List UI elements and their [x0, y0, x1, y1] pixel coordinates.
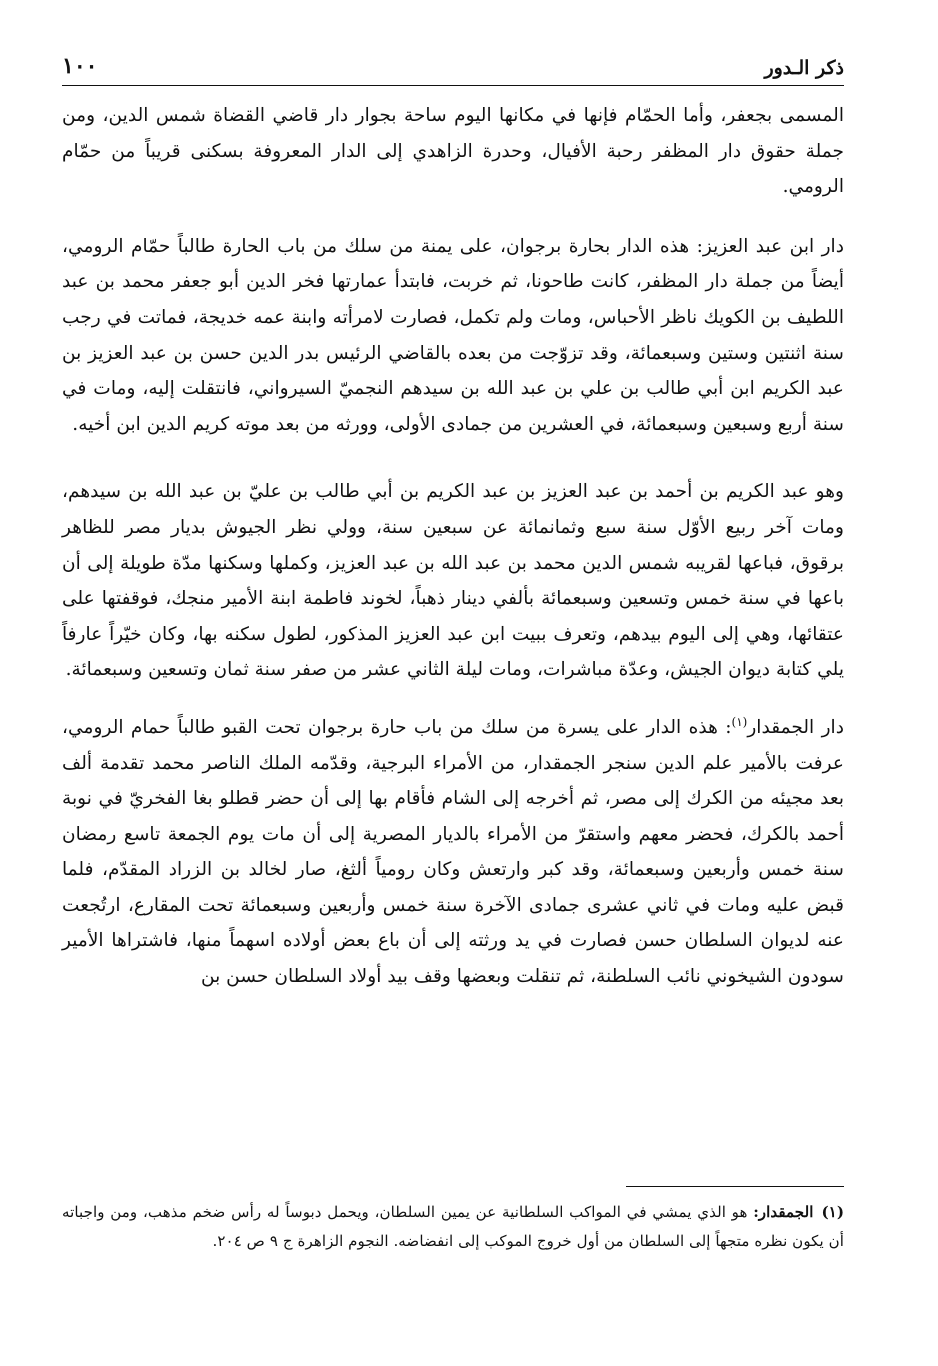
paragraph-4-text: : هذه الدار على يسرة من سلك من باب حارة برجوان تحت القبو طالباً حمام الرومي، عرفت بالأمير علم الدين سنجر الجمقدار، من الأمراء البرجية، وقدّمه الملك الناصر محمد تقدمة ألف بعد مجيئه من الكرك إلى مصر، ثم أخرجه إلى الشام فأقام بها إلى أن حضر قطلو بغا الفخريّ في نوبة أحمد بالكرك، فحضر معهم واستقرّ من الأمراء بالديار المصرية إلى أن مات يوم الجمعة تاسع رمضان سنة خمس وأربعين وسبعمائة، وقد كبر وارتعش وكان رومياً ألثغ، صار لخالد بن الزراد المقدّم، فلما قبض عليه ومات في ثاني عشرى جمادى الآخرة سنة خمس وأربعين وسبعمائة تحت المقارع، ارتُجعت عنه لديوان السلطان حسن فصارت في يد ورثته إلى أن باع بعض أولاده اسهماً منها، فاشتراها الأمير سودون الشيخوني نائب السلطنة، ثم تنقلت وبعضها وقف بيد أولاد السلطان حسن بن	[62, 716, 844, 988]
section-title: ذكر الـدور	[764, 57, 844, 79]
book-page	[62, 46, 844, 1326]
footnote	[62, 1198, 844, 1256]
footnote-term: الجمقدار:	[753, 1203, 814, 1221]
paragraph-2: دار ابن عبد العزيز: هذه الدار بحارة برجوان، على يمنة من سلك من باب الحارة طالباً حمّام الرومي، أيضاً من جملة دار المظفر، كانت طاحونا، ثم خربت، فابتدأ عمارتها فخر الدين أبو جعفر محمد بن عبد اللطيف بن الكويك ناظر الأحباس، ومات ولم تكمل، فصارت لامرأته وابنة عمه خديجة، فماتت في رجب سنة اثنتين وستين وسبعمائة، وقد تزوّجت من بعده بالقاضي الرئيس بدر الدين حسن بن عبد العزيز بن عبد الكريم ابن أبي طالب بن علي بن عبد الله بن سيدهم النجميّ السيرواني، فانتقلت إليه، ومات في سنة أربع وسبعين وسبعمائة، في العشرين من جمادى الأولى، وورثه من بعد موته كريم الدين ابن أخيه.	[62, 235, 844, 435]
footnote-marker: (١)	[821, 1203, 844, 1221]
running-head	[62, 46, 844, 86]
entry-lead: دار الجمقدار	[747, 716, 844, 738]
footnote-reference[interactable]: (١)	[731, 714, 748, 729]
paragraph-4	[62, 710, 844, 995]
paragraph-3: وهو عبد الكريم بن أحمد بن عبد العزيز بن عبد الكريم بن أبي طالب بن عليّ بن عبد الله بن سيدهم، ومات آخر ربيع الأوّل سنة سبع وثمانمائة عن سبعين سنة، وولي نظر الجيوش بديار مصر للظاهر برقوق، فباعها لقريبه شمس الدين محمد بن عبد الله بن عبد العزيز، وكملها وسكنها مدّة طويلة إلى أن باعها في سنة خمس وتسعين وسبعمائة بألفي دينار ذهباً، لخوند فاطمة ابنة الأمير منجك، فوقفتها على عتقائها، وهي إلى اليوم بيدهم، وتعرف ببيت ابن عبد العزيز المذكور، لطول سكنه بها، وكان خيّراً عارفاً يلي كتابة ديوان الجيش، وعدّة مباشرات، ومات ليلة الثاني عشر من صفر سنة ثمان وتسعين وسبعمائة.	[62, 481, 844, 681]
paragraph-1: المسمى بجعفر، وأما الحمّام فإنها في مكانها اليوم ساحة بجوار دار قاضي القضاة شمس الدين، ومن جملة حقوق دار المظفر رحبة الأفيال، وحدرة الزاهدي إلى الدار المعروفة بسكنى قريباً من حمّام الرومي.	[62, 105, 844, 198]
main-text	[62, 98, 844, 995]
page-number: ١٠٠	[62, 53, 98, 79]
footnote-text: هو الذي يمشي في المواكب السلطانية عن يمين السلطان، ويحمل دبوساً له رأس ضخم مذهب، ومن واجباته أن يكون نظره متجهاً إلى السلطان من أول خروج الموكب إلى انفضاضه. النجوم الزاهرة ج ٩ ص ٢٠٤.	[62, 1203, 844, 1250]
footnote-divider	[626, 1186, 844, 1187]
